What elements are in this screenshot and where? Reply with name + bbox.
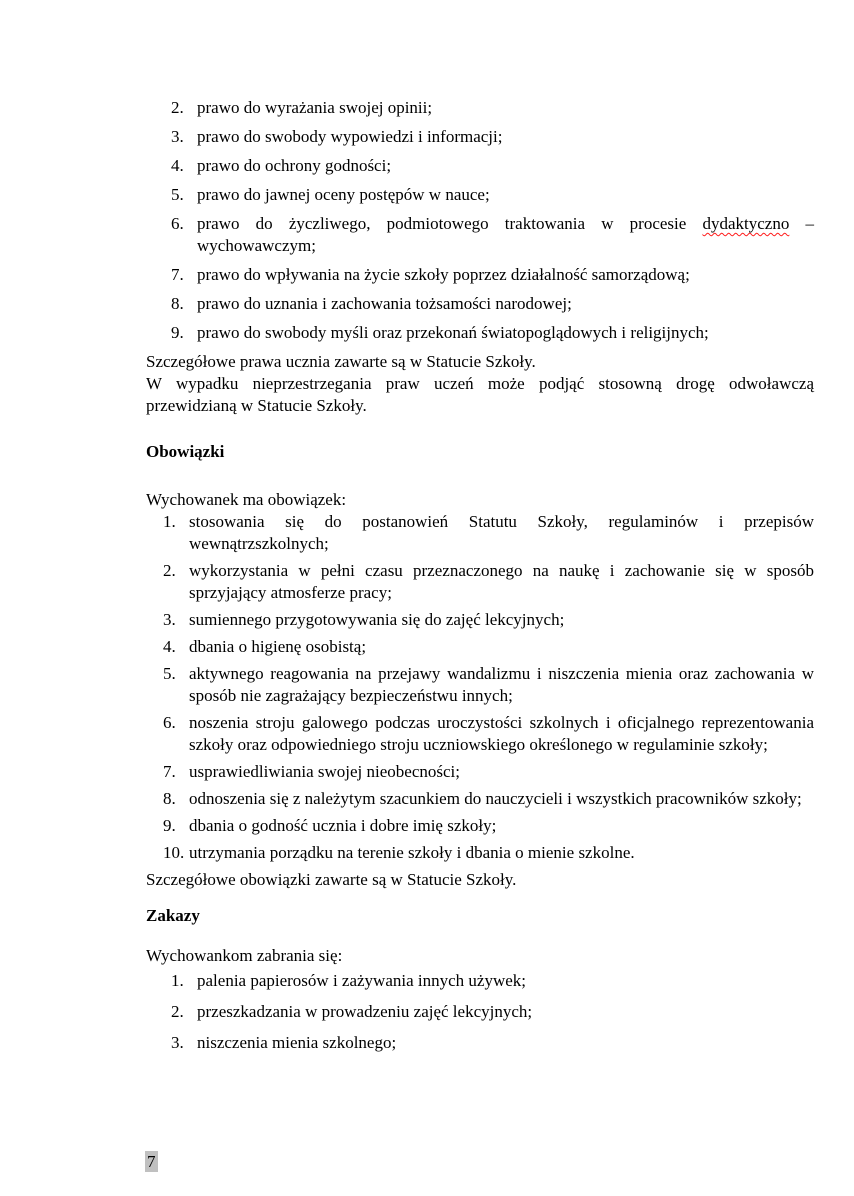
list-item-text: dbania o godność ucznia i dobre imię szkoły; — [189, 816, 497, 835]
list-item — [146, 970, 814, 992]
list-item-number: 6. — [163, 713, 176, 732]
list-item-number: 6. — [171, 214, 184, 233]
list-item-number: 2. — [163, 561, 176, 580]
list-item-text: sumiennego przygotowywania się do zajęć lekcyjnych; — [189, 610, 565, 629]
list-item-text: aktywnego reagowania na przejawy wandalizmu i niszczenia mienia oraz zachowania w sposób nie zagrażający bezpieczeństwu innych; — [189, 664, 814, 705]
list-item-text: palenia papierosów i zażywania innych używek; — [197, 971, 527, 990]
list-item-text: noszenia stroju galowego podczas uroczystości szkolnych i oficjalnego reprezentowania szkoły oraz odpowiedniego stroju uczniowskiego określonego w regulaminie szkoły; — [189, 713, 814, 754]
list-item-text: prawo do życzliwego, podmiotowego traktowania w procesie dydaktyczno – wychowawczym; — [197, 214, 814, 255]
list-item — [146, 815, 814, 837]
list-item-text: prawo do swobody myśli oraz przekonań światopoglądowych i religijnych; — [197, 323, 709, 342]
list-item — [146, 636, 814, 658]
list-item-number: 10. — [163, 843, 185, 862]
list-item — [146, 663, 814, 707]
list-item — [146, 842, 814, 864]
list-item-number: 3. — [171, 1033, 184, 1052]
list-item — [146, 264, 814, 286]
duties-intro: Wychowanek ma obowiązek: — [146, 490, 347, 509]
list-item-text: utrzymania porządku na terenie szkoły i dbania o mienie szkolne. — [189, 843, 635, 862]
prohibitions-heading: Zakazy — [146, 906, 200, 925]
list-item — [146, 97, 814, 119]
list-item-text: prawo do wyrażania swojej opinii; — [197, 98, 433, 117]
list-item — [146, 213, 814, 257]
list-item — [146, 322, 814, 344]
list-item-number: 8. — [171, 294, 184, 313]
list-item-number: 5. — [163, 664, 176, 683]
rights-note-1: Szczegółowe prawa ucznia zawarte są w Statucie Szkoły. — [146, 352, 536, 371]
list-item — [146, 788, 814, 810]
list-item-number: 4. — [163, 637, 176, 656]
list-item-text: odnoszenia się z należytym szacunkiem do nauczycieli i wszystkich pracowników szkoły; — [189, 789, 802, 808]
list-item-text: prawo do jawnej oceny postępów w nauce; — [197, 185, 490, 204]
list-item — [146, 712, 814, 756]
list-item-number: 7. — [163, 762, 176, 781]
duties-note: Szczegółowe obowiązki zawarte są w Statucie Szkoły. — [146, 870, 517, 889]
list-item-number: 5. — [171, 185, 184, 204]
list-item-text: prawo do swobody wypowiedzi i informacji; — [197, 127, 503, 146]
list-item-number: 9. — [171, 323, 184, 342]
list-item — [146, 1001, 814, 1023]
list-item-number: 9. — [163, 816, 176, 835]
list-item — [146, 511, 814, 555]
list-item-number: 3. — [171, 127, 184, 146]
duties-heading: Obowiązki — [146, 442, 225, 461]
list-item-number: 2. — [171, 98, 184, 117]
list-item-text: stosowania się do postanowień Statutu Szkoły, regulaminów i przepisów wewnątrzszkolnych; — [189, 512, 814, 553]
page-number: 7 — [147, 1152, 156, 1171]
rights-note-2: W wypadku nieprzestrzegania praw uczeń może podjąć stosowną drogę odwoławczą przewidzianą w Statucie Szkoły. — [146, 374, 814, 415]
list-item — [146, 155, 814, 177]
list-item-text: prawo do uznania i zachowania tożsamości narodowej; — [197, 294, 572, 313]
list-item — [146, 761, 814, 783]
list-item-number: 1. — [163, 512, 176, 531]
list-item — [146, 184, 814, 206]
list-item-number: 4. — [171, 156, 184, 175]
list-item-text: niszczenia mienia szkolnego; — [197, 1033, 397, 1052]
list-item-text: przeszkadzania w prowadzeniu zajęć lekcyjnych; — [197, 1002, 533, 1021]
list-item — [146, 1032, 814, 1054]
duties-list — [146, 511, 814, 864]
prohibitions-intro: Wychowankom zabrania się: — [146, 946, 343, 965]
prohibitions-list — [146, 970, 814, 1054]
list-item-number: 3. — [163, 610, 176, 629]
document-content — [146, 97, 814, 1063]
list-item-number: 8. — [163, 789, 176, 808]
list-item — [146, 126, 814, 148]
spellcheck-underline: dydaktyczno — [702, 214, 790, 233]
rights-list — [146, 97, 814, 344]
list-item-number: 2. — [171, 1002, 184, 1021]
list-item-text: usprawiedliwiania swojej nieobecności; — [189, 762, 460, 781]
list-item-number: 7. — [171, 265, 184, 284]
list-item — [146, 293, 814, 315]
list-item — [146, 609, 814, 631]
list-item-text: prawo do wpływania na życie szkoły poprzez działalność samorządową; — [197, 265, 690, 284]
list-item — [146, 560, 814, 604]
list-item-number: 1. — [171, 971, 184, 990]
list-item-text: prawo do ochrony godności; — [197, 156, 392, 175]
list-item-text: wykorzystania w pełni czasu przeznaczonego na naukę i zachowanie się w sposób sprzyjający atmosferze pracy; — [189, 561, 814, 602]
list-item-text: dbania o higienę osobistą; — [189, 637, 367, 656]
